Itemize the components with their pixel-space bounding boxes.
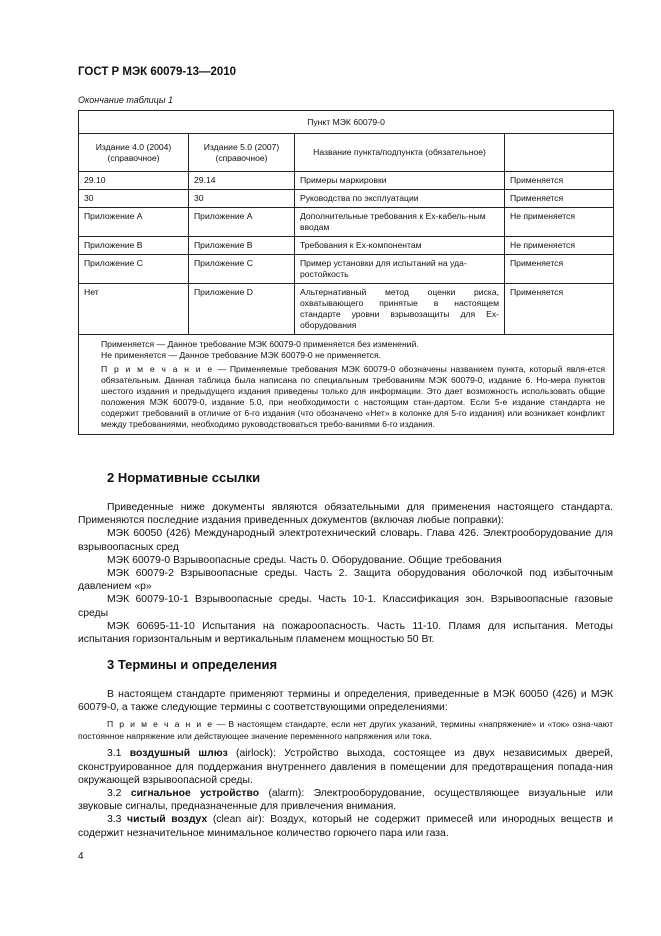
term-name: сигнальное устройство xyxy=(130,788,260,800)
table-row xyxy=(79,172,614,190)
table-cell: Пример установки для испытаний на уда-ростойкость xyxy=(295,255,505,284)
term-number: 3.1 xyxy=(107,748,130,760)
paragraph: Приведенные ниже документы являются обязательными для применения настоящего стандарта. Применяются последние издания приведенных документов (включая любые поправки): xyxy=(78,502,613,527)
table-cell: Примеры маркировки xyxy=(295,172,505,190)
table-cell: Применяется xyxy=(505,190,614,208)
term-name: чистый воздух xyxy=(127,814,208,826)
table-cell: Приложение А xyxy=(79,208,189,237)
table-cell: 30 xyxy=(189,190,295,208)
term-name: воздушный шлюз xyxy=(129,748,228,760)
col-header: Издание 5.0 (2007) (справочное) xyxy=(189,134,295,172)
note-text: — Применяемые требования МЭК 60079-0 обозначены названием пункта, который явля-ется обязательным. Данная таблица была написана по специальным требованиям МЭК 60079-0, издание 6. Но-мера пунктов шестого издания и предыдущего издания приведены только для информации. Это дает возможность использовать общие положения МЭК 60079-0, издание 5.0, при необходимости с настоящим стан-дартом. Если 5-е издание стандарта не содержит требований в отличие от 6-го издания (что обозначено «Нет» в колонке для 5-го издания) или возникает конфликт между требованиями, необходимо руководствоваться требо-ваниями 6-го издания. xyxy=(101,364,606,429)
page-number: 4 xyxy=(78,851,84,862)
table-cell: 29.10 xyxy=(79,172,189,190)
table-cell: Приложение В xyxy=(79,237,189,255)
legend-not-applies: Не применяется — Данное требование МЭК 60079-0 не применяется. xyxy=(101,350,382,360)
table-cell: Не применяется xyxy=(505,237,614,255)
table-cell: Требования к Ex-компонентам xyxy=(295,237,505,255)
table-cell: Приложение В xyxy=(189,237,295,255)
table-top-header: Пункт МЭК 60079-0 xyxy=(79,111,614,134)
table-notes xyxy=(79,335,614,435)
term-definition xyxy=(78,813,613,839)
term-text: (alarm): Электрооборудование, осуществляющее визуальные или звуковые сигналы, предназначенные для привлечения внимания. xyxy=(78,788,613,813)
note-text: — В настоящем стандарте, если нет других указаний, термины «напряжение» и «ток» озна-чают постоянное напряжение или действующее значение переменного напряжения или тока. xyxy=(78,719,614,741)
table-cell: 30 xyxy=(79,190,189,208)
reference-item: МЭК 60050 (426) Международный электротехнический словарь. Глава 426. Электрооборудование для взрывоопасных сред xyxy=(78,528,613,553)
table-notes-row xyxy=(79,335,614,435)
reference-item: МЭК 60079-2 Взрывоопасные среды. Часть 2. Защита оборудования оболочкой под избыточным давлением «р» xyxy=(78,568,613,593)
table-cell: Применяется xyxy=(505,255,614,284)
section3-body xyxy=(78,688,613,840)
term-text: (airlock): Устройство выхода, состоящее из двух независимых дверей, сконструированное для поддержания внутреннего давления в помещении для предотвращения попада-ния окружающей взрывоопасной среды. xyxy=(78,748,613,786)
reference-item: МЭК 60079-10-1 Взрывоопасные среды. Часть 10-1. Классификация зон. Взрывоопасные газовые среды xyxy=(78,594,613,619)
table-cell: Нет xyxy=(79,284,189,335)
reference-item: МЭК 60695-11-10 Испытания на пожароопасность. Часть 11-10. Пламя для испытания. Методы испытания горизонтальным и вертикальным пламенем мощностью 50 Вт. xyxy=(78,620,613,646)
table-row xyxy=(79,208,614,237)
term-definition xyxy=(78,747,613,787)
table-note xyxy=(87,364,605,430)
paragraph: В настоящем стандарте применяют термины и определения, приведенные в МЭК 60050 (426) и МЭК 60079-0, а также следующие термины с соответствующими определениями: xyxy=(78,689,613,714)
col-header: Издание 4.0 (2004) (справочное) xyxy=(79,134,189,172)
col-header: Название пункта/подпункта (обязательное) xyxy=(295,134,505,172)
reference-item: МЭК 60079-0 Взрывоопасные среды. Часть 0. Оборудование. Общие требования xyxy=(107,554,502,566)
term-definition xyxy=(78,787,613,813)
table-row xyxy=(79,284,614,335)
table-row xyxy=(79,255,614,284)
table-cell: Приложение С xyxy=(79,255,189,284)
section-title: 3 Термины и определения xyxy=(107,657,278,672)
table-cell: Применяется xyxy=(505,284,614,335)
table-cell: Дополнительные требования к Ex-кабель-ным вводам xyxy=(295,208,505,237)
legend-applies: Применяется — Данное требование МЭК 60079-0 применяется без изменений. xyxy=(101,339,419,349)
term-number: 3.3 xyxy=(107,814,128,826)
table-cell: Приложение С xyxy=(189,255,295,284)
term-text: (clean air): Воздух, который не содержит примесей или инородных веществ и содержит незначительное минимальное количество горючего пара или газа. xyxy=(78,814,613,839)
table-cell: Альтернативный метод оценки риска, охватывающего принятые в настоящем стандарте уровни взрывозащиты для Ex-оборудования xyxy=(295,284,505,335)
table-cell: Применяется xyxy=(505,172,614,190)
note-label: П р и м е ч а н и е xyxy=(107,719,214,730)
table-cell: Приложение D xyxy=(189,284,295,335)
section2-body xyxy=(78,501,613,646)
section3-note xyxy=(78,719,613,742)
term-number: 3.2 xyxy=(107,788,131,800)
table-top-header-row xyxy=(79,111,614,134)
col-header xyxy=(505,134,614,172)
note-label: П р и м е ч а н и е xyxy=(101,364,214,374)
page-header: ГОСТ Р МЭК 60079-13—2010 xyxy=(78,66,237,78)
table-cell: Не применяется xyxy=(505,208,614,237)
comparison-table xyxy=(78,110,614,435)
table-cell: 29.14 xyxy=(189,172,295,190)
section-title: 2 Нормативные ссылки xyxy=(107,470,261,485)
table-cell: Приложение А xyxy=(189,208,295,237)
table-row xyxy=(79,237,614,255)
table-caption: Окончание таблицы 1 xyxy=(78,95,173,105)
table-row xyxy=(79,190,614,208)
table-cell: Руководства по эксплуатации xyxy=(295,190,505,208)
table-column-headers xyxy=(79,134,614,172)
